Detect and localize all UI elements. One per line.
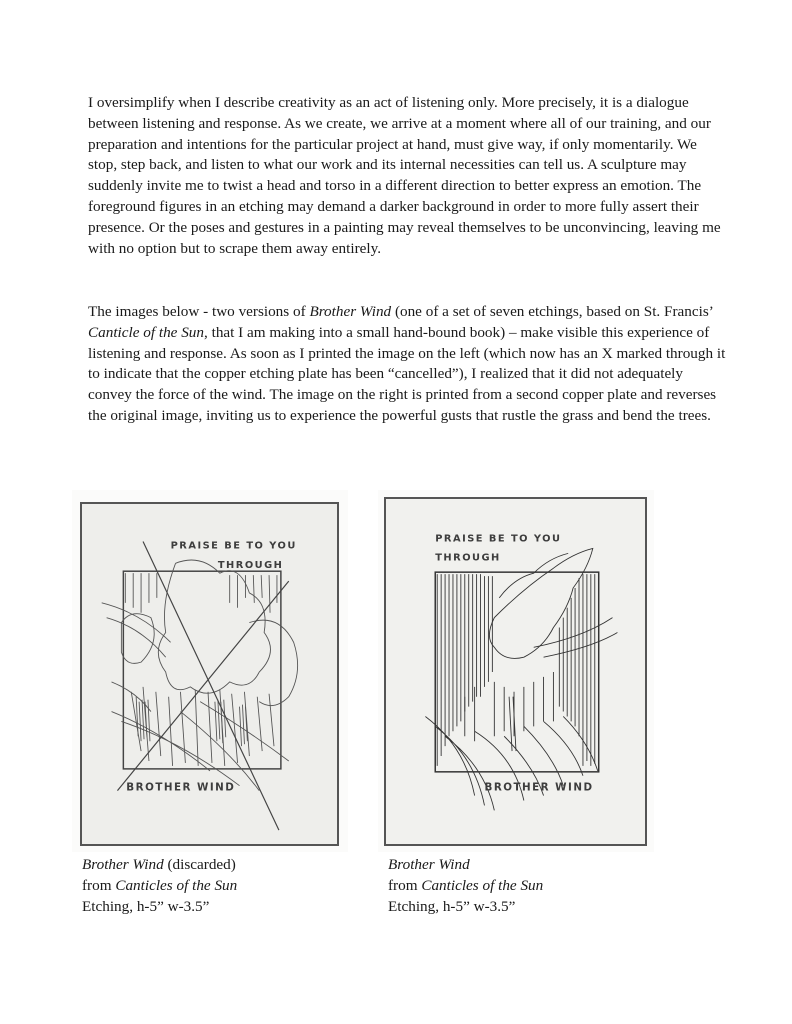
caption-title-line xyxy=(82,855,237,876)
caption-series-line xyxy=(388,876,543,897)
caption-final xyxy=(388,855,543,917)
italic-title: Brother Wind xyxy=(309,303,392,320)
etching-drawing-right xyxy=(386,499,645,844)
etching-text-line2: THROUGH xyxy=(435,552,501,564)
text-run: (one of a set of seven etchings, based on St. Francis’ xyxy=(391,303,713,320)
caption-series: Canticles of the Sun xyxy=(421,876,544,894)
caption-medium: Etching, h-5” w-3.5” xyxy=(82,897,210,915)
caption-from: from xyxy=(82,876,116,894)
etching-text-line3: BROTHER WIND xyxy=(484,781,594,794)
caption-note: (discarded) xyxy=(163,856,236,873)
italic-title: Canticle of the Sun xyxy=(88,323,204,341)
etching-plate-left xyxy=(80,502,339,846)
etching-text-line2: THROUGH xyxy=(217,560,284,572)
etching-text-line1: PRAISE BE TO YOU xyxy=(435,533,562,545)
etching-plate-right xyxy=(384,497,647,846)
caption-series: Canticles of the Sun xyxy=(115,876,238,894)
paragraph-intro-text: I oversimplify when I describe creativity as an act of listening only. More precisely, it is a dialogue between listening and response. As we create, we arrive at a moment where all of our training, and our preparation and intentions for the particular project at hand, must give way, if only momentarily. We stop, step back, and listen to what our work and its internal necessities can tell us. A sculpture may suddenly invite me to twist a head and torso in a different direction to better express an emotion. The foreground figures in an etching may demand a darker background in order to more fully assert their presence. Or the poses and gestures in a painting may reveal themselves to be unconvincing, leaving me with no option but to scrape them away entirely. xyxy=(88,94,721,257)
text-run: The images below - two versions of xyxy=(88,303,310,320)
paragraph-intro xyxy=(88,93,728,259)
caption-discarded xyxy=(82,855,237,917)
etching-text-line3: BROTHER WIND xyxy=(126,781,236,794)
etching-text-line1: PRAISE BE TO YOU xyxy=(170,540,297,552)
etching-final xyxy=(378,490,654,852)
caption-title-line xyxy=(388,855,543,876)
caption-series-line xyxy=(82,876,237,897)
paragraph-images xyxy=(88,302,728,427)
etching-drawing-left xyxy=(82,504,337,844)
caption-title: Brother Wind xyxy=(388,856,470,873)
etching-discarded xyxy=(72,490,348,852)
text-run: , that I am making into a small hand-bound book) – make visible this experience of listening and response. As soon as I printed the image on the left (which now has an X marked through it to indicate that the copper etching plate has been “cancelled”), I realized that it did not adequately convey the force of the wind. The image on the right is printed from a second copper plate and reverses the original image, inviting us to experience the powerful gusts that rustle the grass and bend the trees. xyxy=(88,323,726,424)
caption-medium: Etching, h-5” w-3.5” xyxy=(388,897,516,915)
caption-from: from xyxy=(388,876,422,894)
caption-title: Brother Wind xyxy=(82,856,164,873)
paragraph-images-text xyxy=(88,302,728,427)
